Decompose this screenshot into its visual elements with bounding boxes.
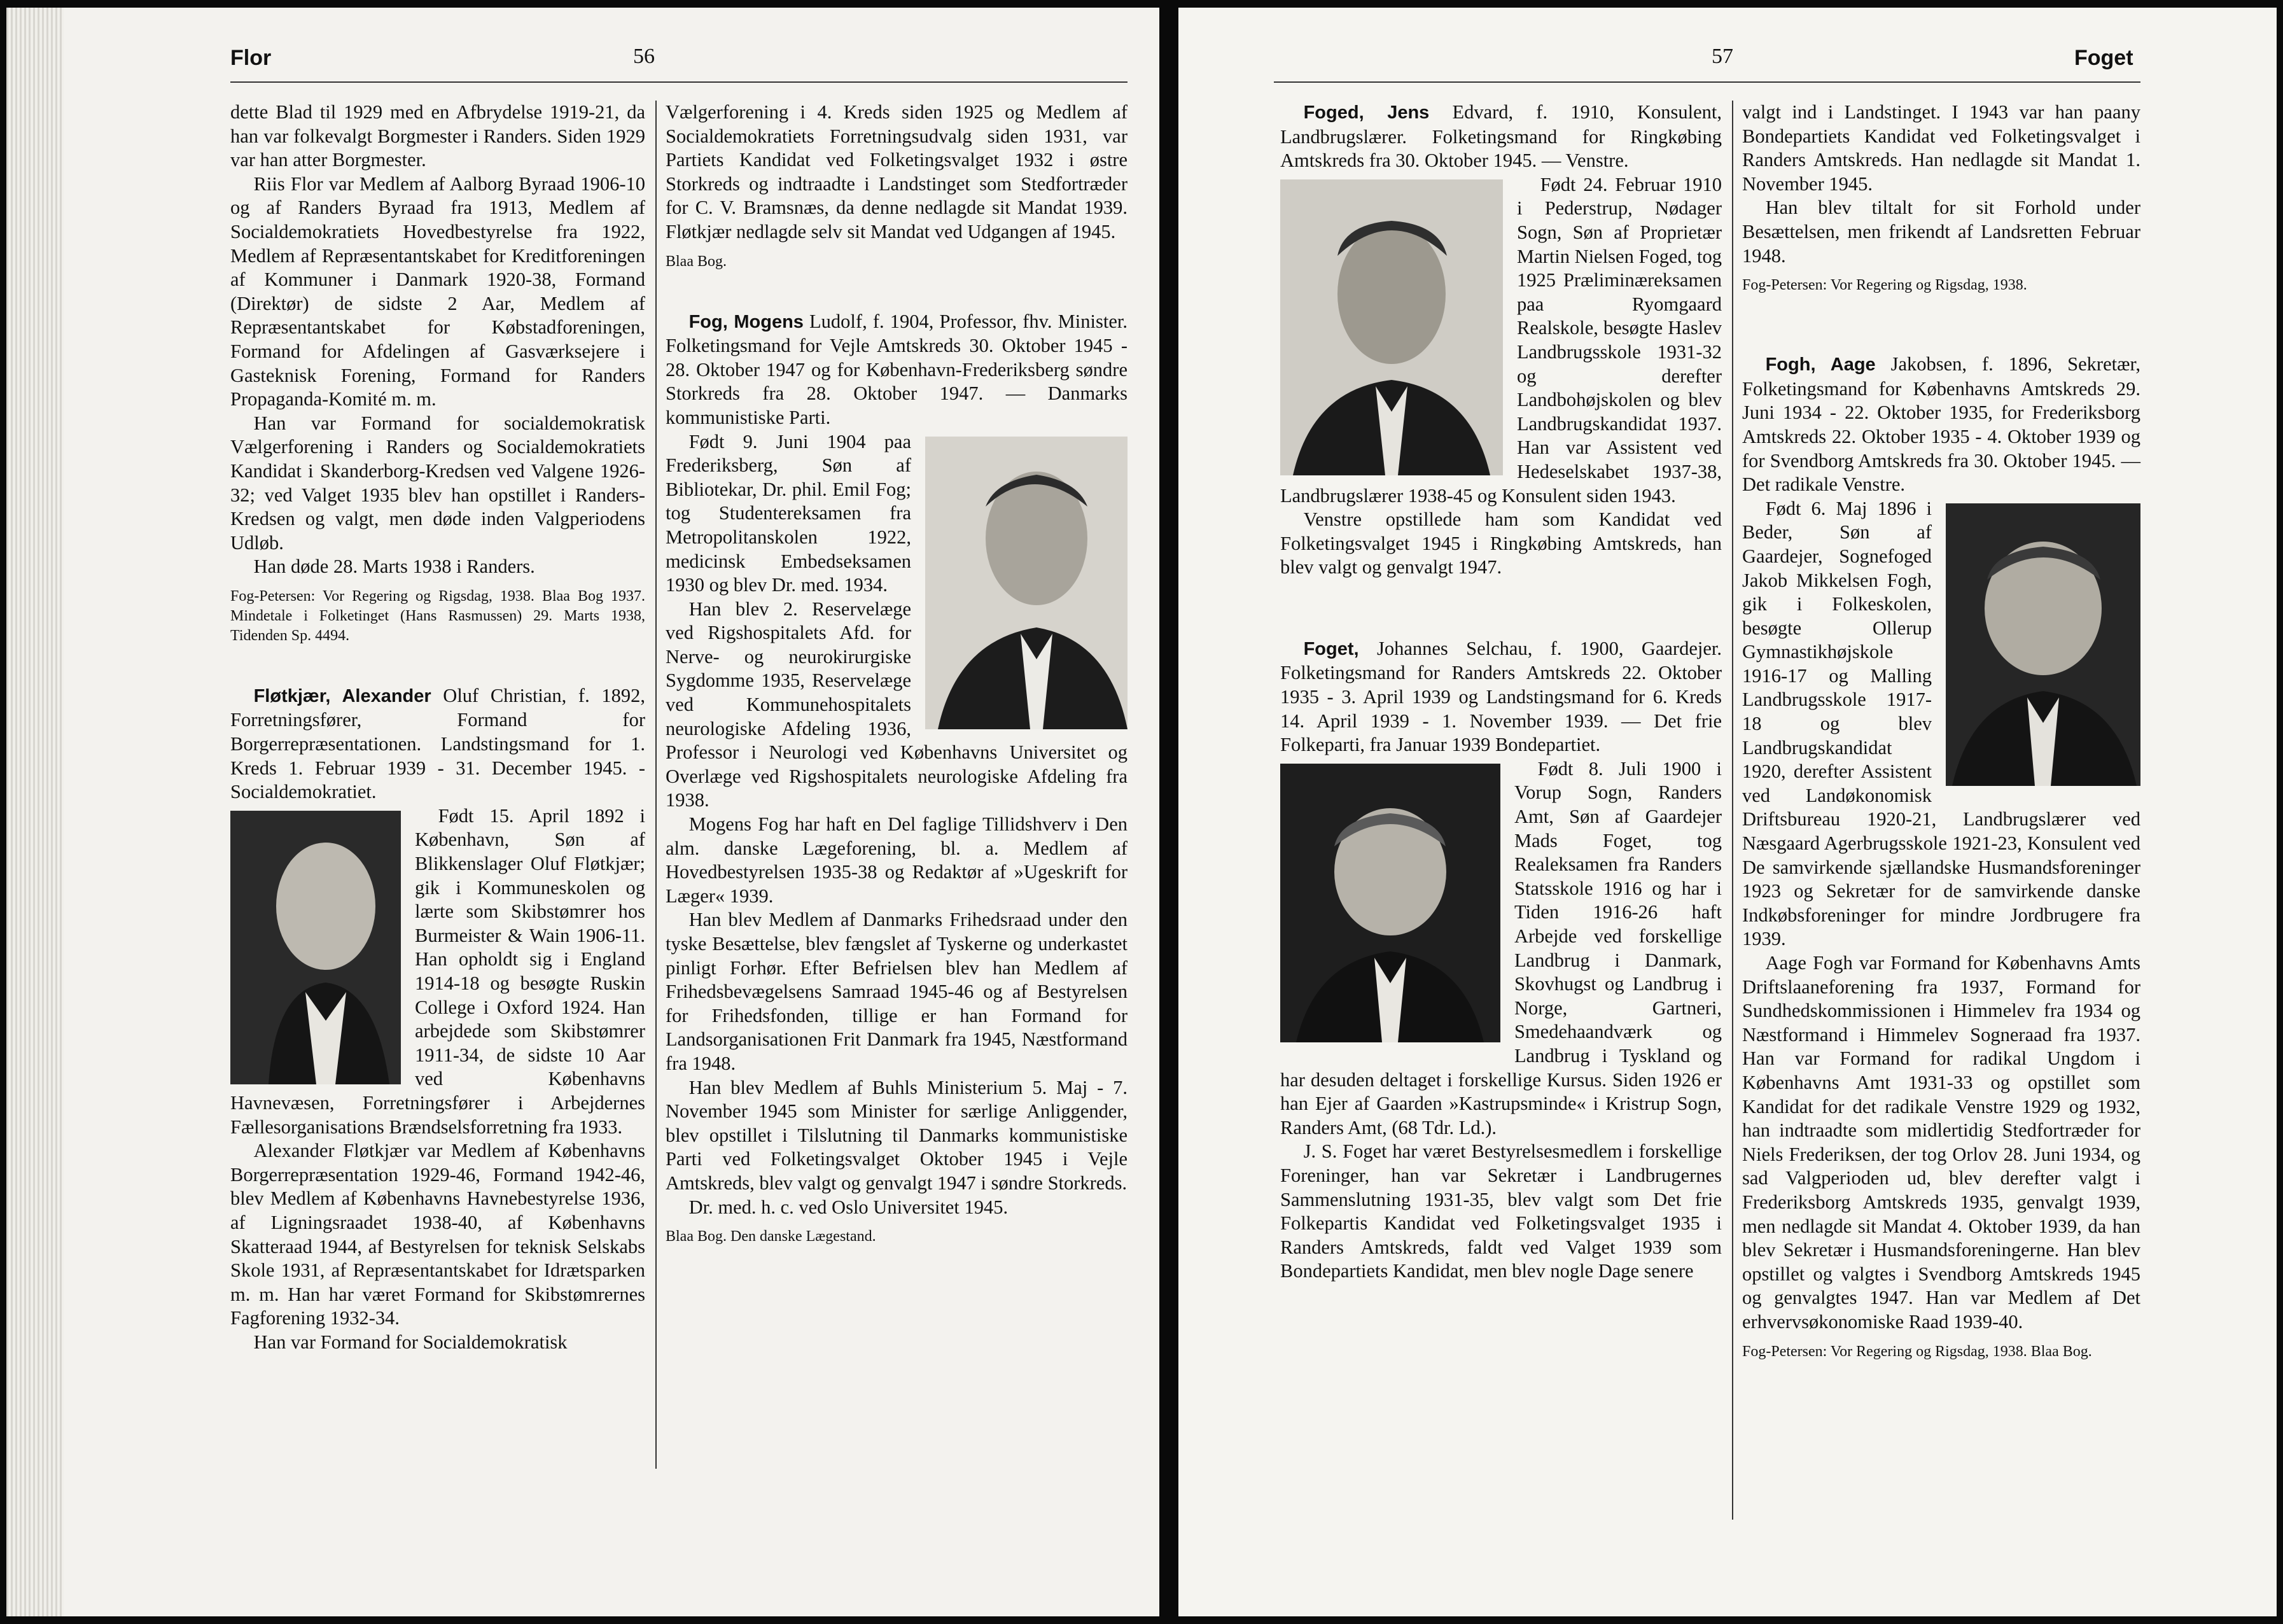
portrait-image <box>925 437 1128 729</box>
entry-born: Født 15. April 1892 i København, Søn af Blikkenslager Oluf Fløtkjær; gik i Kommuneskolen og lærte som Skibstømrer hos Burmeister & Wain 1906-11. Han opholdt sig i England 1914-18 og besøgte Ruskin College i Oxford 1924. Han arbejdede som Skibstømrer 1911-34, de sidste 10 Aar ved Københavns Havnevæsen, Forretningsfører i Arbejdernes Fællesorganisations Brændselsforretning fra 1933. <box>230 804 645 1138</box>
paragraph: Han døde 28. Marts 1938 i Randers. <box>253 556 535 578</box>
entry-flotkjaer <box>230 684 645 804</box>
column-separator <box>1732 101 1733 1520</box>
right-column-1 <box>1280 101 1722 1284</box>
paragraph <box>230 804 645 1139</box>
entry-name: Fogh, Aage <box>1765 354 1876 375</box>
entry-name: Foged, Jens <box>1303 102 1430 123</box>
header-rule <box>1274 81 2140 83</box>
entry-intro: Ludolf, f. 1904, Professor, fhv. Minister. Folketingsmand for Vejle Amtskreds 30. Oktober 1945 - 28. Oktober 1947 og for København-Frederiksberg søndre Storkreds fra 28. Oktober 1947. — Danmarks kommunistiske Parti. <box>666 310 1128 428</box>
paragraph <box>1280 173 1722 508</box>
paragraph: Han var Formand for Socialdemokratisk <box>253 1331 568 1353</box>
paragraph: J. S. Foget har været Bestyrelsesmedlem i forskellige Foreninger, han var Sekretær i Landbrugernes Sammenslutning 1931-35, blev valgt som Det frie Folkepartis Kandidat ved Folketingsvalget 1935 i Randers Amtskreds, faldt ved Valget 1939 som Bondepartiets Kandidat, men blev nogle Dage senere <box>1280 1140 1722 1282</box>
portrait-fog <box>925 437 1128 729</box>
portrait-image <box>1280 764 1500 1042</box>
paragraph: Mogens Fog har haft en Del faglige Tillidshverv i Den alm. danske Lægeforening, bl. a. Medlem af Hovedbestyrelsen 1935-38 og Redaktør af »Ugeskrift for Læger« 1939. <box>666 813 1128 907</box>
header-rule <box>230 81 1128 83</box>
paragraph: Vælgerforening i 4. Kreds siden 1925 og Medlem af Socialdemokratiets Forretningsudvalg siden 1931, var Partiets Kandidat ved Folketingsvalget 1932 i østre Storkreds og indtraadte i Landstinget som Stedfortræder for C. V. Bramsnæs, da denne nedlagde sit Mandat 1939. Fløtkjær nedlagde selv sit Mandat ved Udgangen af 1945. <box>666 101 1128 242</box>
entry-intro: Oluf Christian, f. 1892, Forretningsfører, Formand for Borgerrepræsentationen. Landstingsmand for 1. Kreds 1. Februar 1939 - 31. December 1945. - Socialdemokratiet. <box>230 684 645 803</box>
entry-name: Fog, Mogens <box>688 311 804 332</box>
running-head-right: Foget <box>2074 46 2133 70</box>
page-edge-stack <box>6 8 64 1616</box>
paragraph <box>666 430 1128 598</box>
portrait-image <box>1946 503 2140 786</box>
entry-intro: Jakobsen, f. 1896, Sekretær, Folketingsmand for Københavns Amtskreds 29. Juni 1934 - 22. Oktober 1935, for Frederiksborg Amtskreds 22. Oktober 1935 - 4. Oktober 1939 og for Svendborg Amtskreds fra 30. Oktober 1945. — Det radikale Venstre. <box>1742 353 2141 496</box>
entry-born: Født 24. Februar 1910 i Pederstrup, Nødager Sogn, Søn af Proprietær Martin Nielsen Foged, tog 1925 Præliminæreksamen paa Ryomgaard Realskole, besøgte Haslev Landbrugsskole 1931-32 og derefter Landbohøjskolen og blev Landbrugskandidat 1937. Han var Assistent ved Hedeselskabet 1937-38, Landbrugslærer 1938-45 og Konsulent siden 1943. <box>1280 173 1722 507</box>
entry-name: Foget, <box>1303 638 1359 659</box>
paragraph <box>1742 497 2140 951</box>
entry-born: Født 9. Juni 1904 paa Frederiksberg, Søn af Bibliotekar, Dr. phil. Emil Fog; tog Studentereksamen fra Metropolitanskolen 1922, medicinsk Embedseksamen 1930 og blev Dr. med. 1934. <box>666 430 911 596</box>
entry-fog <box>666 310 1128 430</box>
portrait-foget <box>1280 764 1500 1042</box>
left-page <box>6 8 1159 1616</box>
entry-born: Født 6. Maj 1896 i Beder, Søn af Gaardejer, Sognefoged Jakob Mikkelsen Fogh, gik i Folkeskolen, besøgte Ollerup Gymnastikhøjskole 1916-17 og Malling Landbrugsskole 1917-18 og blev Landbrugskandidat 1920, derefter Assistent ved Landøkonomisk Driftsbureau 1920-21, Landbrugslærer ved Næsgaard Agerbrugsskole 1921-23, Konsulent ved De samvirkende sjællandske Husmandsforeninger 1923 og Sekretær for de samvirkende danske Indkøbsforeninger for mindre Jordbrugere fra 1939. <box>1742 497 2140 950</box>
entry-name: Fløtkjær, Alexander <box>253 685 431 706</box>
page-number-left: 56 <box>633 45 655 68</box>
paragraph: dette Blad til 1929 med en Afbrydelse 1919-21, da han var folkevalgt Borgmester i Randers. Siden 1929 var han atter Borgmester. <box>230 101 645 171</box>
column-separator <box>655 101 657 1469</box>
page-number-right: 57 <box>1712 45 1733 68</box>
entry-intro: Johannes Selchau, f. 1900, Gaardejer. Folketingsmand for Randers Amtskreds 22. Oktober 1935 - 3. April 1939 og Landstingsmand for 6. Kreds 14. April 1939 - 1. November 1939. — Det frie Folkeparti, fra Januar 1939 Bondepartiet. <box>1280 637 1722 756</box>
paragraph: valgt ind i Landstinget. I 1943 var han paany Bondepartiets Kandidat ved Folketingsvalget i Randers Amtskreds. Han nedlagde sit Mandat 1. November 1945. <box>1742 101 2140 195</box>
entry-fogh <box>1742 353 2140 497</box>
paragraph: Han blev Medlem af Buhls Ministerium 5. Maj - 7. November 1945 som Minister for særlige Anliggender, blev opstillet i Tilslutning til Danmarks kommunistiske Parti ved Folketingsvalget Oktober 1945 i Vejle Amtskreds, blev valgt og genvalgt 1947 i søndre Storkreds. <box>666 1076 1128 1194</box>
portrait-image <box>230 811 401 1084</box>
source-note: Blaa Bog. <box>666 253 727 270</box>
right-page <box>1178 8 2277 1616</box>
paragraph: Han blev tiltalt for sit Forhold under Besættelsen, men frikendt af Landsretten Februar 1948. <box>1742 197 2140 267</box>
paragraph: Alexander Fløtkjær var Medlem af Københavns Borgerrepræsentation 1929-46, Formand 1942-46, blev Medlem af Københavns Havnebestyrelse 1936, af Ligningsraadet 1938-40, af Københavns Skatteraad 1944, af Bestyrelsen for teknisk Selskabs Skole 1931, af Repræsentantskabet for Idrætsparken m. m. Han har været Formand for Skibstømrernes Fagforening 1932-34. <box>230 1140 645 1329</box>
paragraph: Dr. med. h. c. ved Oslo Universitet 1945. <box>688 1196 1009 1218</box>
left-column-1 <box>230 101 645 1355</box>
paragraph: Han var Formand for socialdemokratisk Vælgerforening i Randers og Socialdemokratiets Kandidat i Skanderborg-Kredsen ved Valgene 1926-32; ved Valget 1935 blev han opstillet i Randers-Kredsen og valgt, men døde inden Valgperiodens Udløb. <box>230 412 645 554</box>
paragraph: Venstre opstillede ham som Kandidat ved Folketingsvalget 1945 i Ringkøbing Amtskreds, han blev valgt og genvalgt 1947. <box>1280 508 1722 578</box>
right-column-2 <box>1742 101 2140 1362</box>
paragraph: Han blev Medlem af Danmarks Frihedsraad under den tyske Besættelse, blev fængslet af Tyskerne og underkastet pinligt Forhør. Efter Befrielsen blev han Medlem af Frihedsbevægelsens Samraad 1945-46 og af Bestyrelsen for Frihedsfonden, tillige er han Formand for Landsorganisationen Frit Danmark fra 1945, Næstformand fra 1948. <box>666 909 1128 1074</box>
paragraph: Riis Flor var Medlem af Aalborg Byraad 1906-10 og af Randers Byraad fra 1913, Medlem af Socialdemokratiets Hovedbestyrelse fra 1922, Medlem af Repræsentantskabet for Kreditforeningen af Kommuner i Danmark 1920-38, Formand (Direktør) de sidste 2 Aar, Medlem af Repræsentantskabet for Købstadforeningen, Formand for Afdelingen af Gasværksejere i Gasteknisk Forening, Formand for Randers Propaganda-Komité m. m. <box>230 172 645 410</box>
entry-intro: Edvard, f. 1910, Konsulent, Landbrugslærer. Folketingsmand for Ringkøbing Amtskreds fra 30. Oktober 1945. — Venstre. <box>1280 101 1722 172</box>
paragraph: Han blev 2. Reservelæge ved Rigshospitalets Afd. for Nerve- og neurokirurgiske Sygdomme 1935, Reservelæge ved Kommunehospitalets neurologiske Afdeling 1936, Professor i Neurologi ved Københavns Universitet og Overlæge ved Rigshospitalets neurologiske Afdeling fra 1938. <box>666 598 1128 811</box>
paragraph <box>1280 757 1722 1140</box>
running-head-left: Flor <box>230 46 272 70</box>
source-note: Blaa Bog. Den danske Lægestand. <box>666 1228 876 1245</box>
source-note: Fog-Petersen: Vor Regering og Rigsdag, 1938. <box>1742 277 2027 294</box>
entry-born: Født 8. Juli 1900 i Vorup Sogn, Randers Amt, Søn af Gaardejer Mads Foget, tog Realeksamen fra Randers Statsskole 1916 og har i Tiden 1916-26 haft Arbejde ved forskellige Landbrug i Danmark, Skovhugst og Landbrug i Norge, Gartneri, Smedehaandværk og Landbrug i Tyskland og har desuden deltaget i forskellige Kursus. Siden 1926 er han Ejer af Gaarden »Kastrupsminde« i Kristrup Sogn, Randers Amt, (68 Tdr. Ld.). <box>1280 757 1722 1138</box>
portrait-flotkjaer <box>230 811 401 1084</box>
entry-foget <box>1280 637 1722 757</box>
source-note: Fog-Petersen: Vor Regering og Rigsdag, 1938. Blaa Bog 1937. Mindetale i Folketinget (Hans Rasmussen) 29. Marts 1938, Tidenden Sp. 4494. <box>230 587 645 644</box>
left-column-2 <box>666 101 1128 1247</box>
portrait-image <box>1280 179 1503 475</box>
source-note: Fog-Petersen: Vor Regering og Rigsdag, 1938. Blaa Bog. <box>1742 1343 2092 1360</box>
paragraph: Aage Fogh var Formand for Københavns Amts Driftslaaneforening fra 1937, Formand for Sundhedskommissionen i Himmelev fra 1934 og Næstformand i Himmelev Sogneraad fra 1937. Han var Formand for radikal Ungdom i Københavns Amt 1931-33 og opstillet som Kandidat for det radikale Venstre 1929 og 1932, han indtraadte som midlertidig Stedfortræder for Niels Frederiksen, der tog Orlov 28. Juni 1934, og sad Valgperioden ud, blev derefter valgt i Frederiksborg Amtskreds 1935, genvalgt 1939, men nedlagde sit Mandat 4. Oktober 1939, da han blev Sekretær i Husmandsforeningerne. Han blev opstillet og valgtes i Svendborg Amtskreds 1945 og genvalgtes 1947. Han var Medlem af Det erhvervsøkonomiske Raad 1939-40. <box>1742 952 2140 1333</box>
portrait-foged <box>1280 179 1503 475</box>
portrait-fogh <box>1946 503 2140 786</box>
entry-foged <box>1280 101 1722 173</box>
